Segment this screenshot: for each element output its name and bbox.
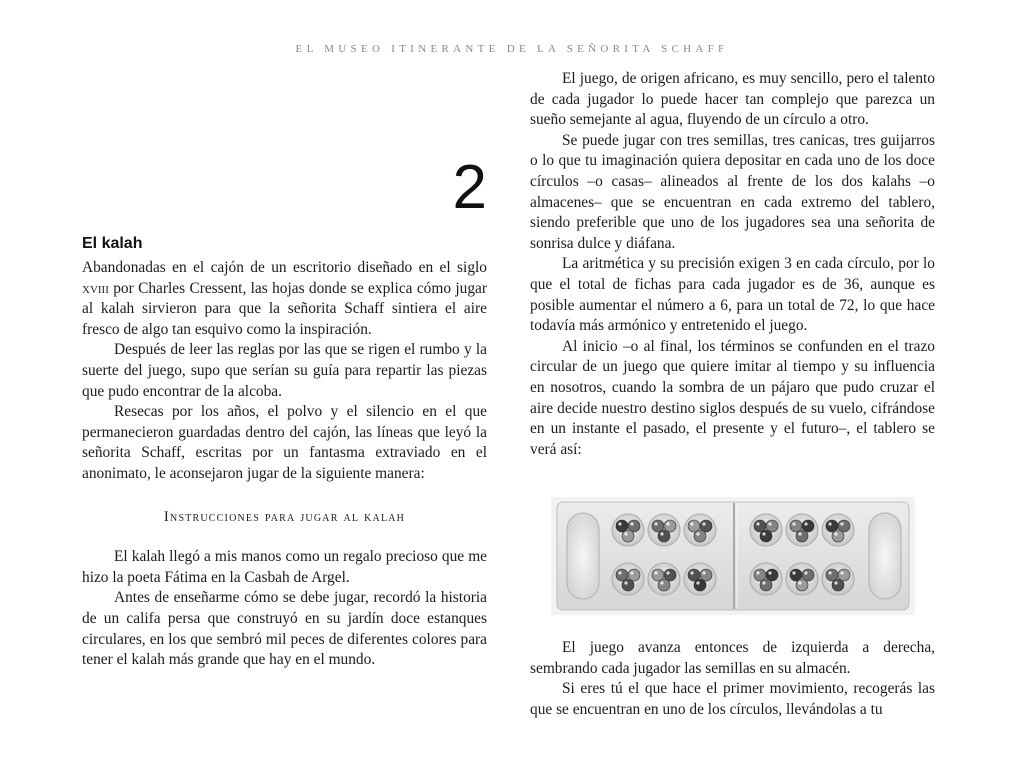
kalah-pit	[750, 514, 782, 546]
marble	[832, 530, 844, 542]
kalah-pit	[822, 563, 854, 595]
chapter-title: El kalah	[82, 235, 143, 252]
marble	[622, 579, 634, 591]
paragraph: El juego avanza entonces de izquierda a derecha, sembrando cada jugador las semillas en su almacén.	[530, 639, 935, 677]
marble	[694, 579, 706, 591]
paragraph: Se puede jugar con tres semillas, tres canicas, tres guijarros o lo que tu imaginación quiera depositar en cada uno de los doce círculos –o casas– alineados al frente de los dos kalahs –o almacenes– que se encuentran en cada extremo del tablero, siendo preferible que uno de los jugadores sea una señorita de sonrisa dulce y diáfana.	[530, 131, 935, 252]
marble	[760, 579, 772, 591]
paragraph: Al inicio –o al final, los términos se confunden en el trazo circular de un juego que quiere imitar al tiempo y su influencia en nosotros, cuando la sombra de un pájaro que pudo cruzar el aire decide nuestro destino siglos después de su vuelo, cifrándose en un instante el pasado, el presente y el futuro–, el tablero se verá así:	[530, 337, 935, 458]
right-column	[530, 69, 935, 460]
paragraph: La aritmética y su precisión exigen 3 en cada círculo, por lo que el total de fichas para cada jugador es de 36, aunque es posible aumentar el número a 6, para un total de 72, lo que hace todavía más armónico y entretenido el juego.	[530, 255, 935, 335]
paragraph: Después de leer las reglas por las que se rigen el rumbo y la suerte del juego, supo que serían su guía para repartir las piezas que pudo encontrar de la alcoba.	[82, 341, 487, 400]
paragraph: Si eres tú el que hace el primer movimiento, recogerás las que se encuentran en uno de los círculos, llevándolas a tu	[530, 680, 935, 718]
kalah-pit	[648, 563, 680, 595]
marble	[622, 530, 634, 542]
kalah-pit	[822, 514, 854, 546]
marble	[694, 530, 706, 542]
century-numeral: xviii	[82, 279, 109, 297]
marble	[796, 579, 808, 591]
kalah-pit	[684, 514, 716, 546]
kalah-store-left	[567, 513, 599, 599]
chapter-number: 2	[452, 153, 487, 222]
marble	[760, 530, 772, 542]
right-column-continued	[530, 638, 935, 720]
marble	[796, 530, 808, 542]
kalah-pit	[612, 514, 644, 546]
left-column	[82, 258, 487, 671]
marble	[658, 530, 670, 542]
paragraph: Resecas por los años, el polvo y el silencio en el que permanecieron guardadas dentro del cajón, las líneas que leyó la señorita Schaff, escritas por un fantasma extraviado en el anonimato, le aconsejaron jugar de la siguiente manera:	[82, 403, 487, 482]
kalah-pit	[612, 563, 644, 595]
paragraph: El juego, de origen africano, es muy sencillo, pero el talento de cada jugador lo puede hacer tan complejo que parezca un sueño semejante al agua, fluyendo de un círculo a otro.	[530, 70, 935, 129]
marble	[658, 579, 670, 591]
kalah-pit	[750, 563, 782, 595]
paragraph: Antes de enseñarme cómo se debe jugar, recordó la historia de un califa persa que construyó en su jardín doce estanques circulares, en los que sembró mil peces de diferentes colores para tener el kalah más grande que hay en el mundo.	[82, 589, 487, 669]
paragraph: El kalah llegó a mis manos como un regalo precioso que me hizo la poeta Fátima en la Casbah de Argel.	[82, 548, 487, 586]
kalah-pit	[684, 563, 716, 595]
kalah-pit	[786, 563, 818, 595]
kalah-board-photo	[551, 497, 915, 615]
kalah-pit	[648, 514, 680, 546]
marble	[832, 579, 844, 591]
running-header: EL MUSEO ITINERANTE DE LA SEÑORITA SCHAFF	[295, 43, 729, 55]
kalah-pit	[786, 514, 818, 546]
paragraph: Abandonadas en el cajón de un escritorio diseñado en el siglo xviii por Charles Cressent, las hojas donde se explica cómo jugar al kalah sirvieron para que la señorita Schaff sintiera el aire fresco de algo tan esquivo como la inspiración.	[82, 259, 487, 338]
kalah-store-right	[869, 513, 901, 599]
section-heading: Instrucciones para jugar al kalah	[163, 508, 406, 525]
